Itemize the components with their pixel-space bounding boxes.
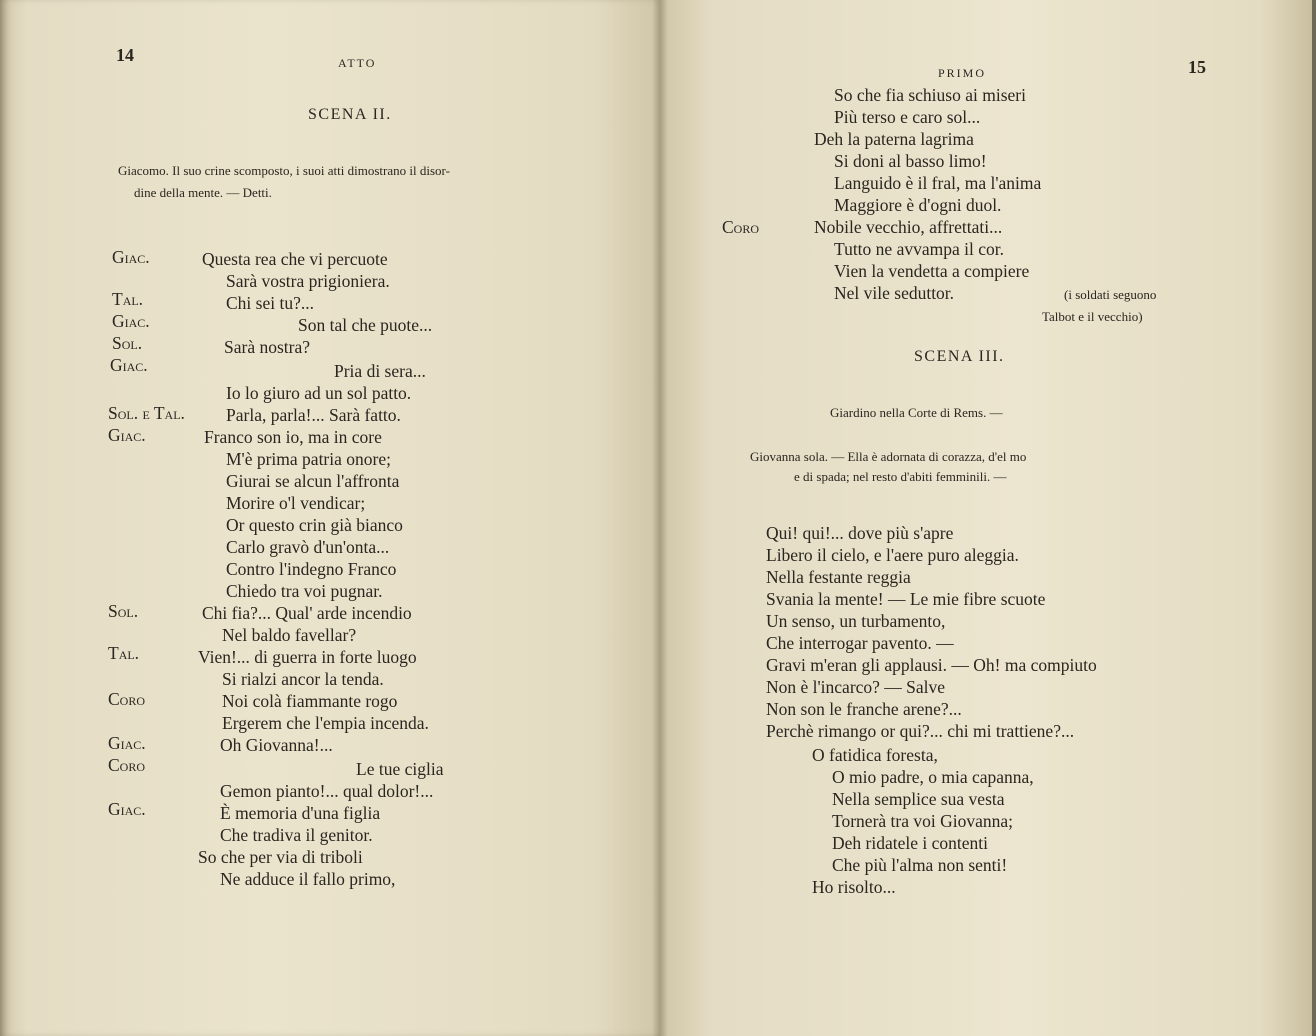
speaker: Tal. bbox=[108, 643, 140, 663]
speaker: Giac. bbox=[110, 355, 148, 375]
verse-line: Pria di sera... bbox=[334, 361, 426, 381]
scene-title: SCENA II. bbox=[308, 106, 392, 123]
verse-line: Chi sei tu?... bbox=[226, 293, 314, 313]
verse-line: È memoria d'una figlia bbox=[220, 803, 381, 823]
page-number: 14 bbox=[116, 45, 134, 65]
stage-direction-line: Giovanna sola. — Ella è adornata di corazza, d'el mo bbox=[750, 449, 1027, 464]
verse-line: Or questo crin già bianco bbox=[226, 515, 403, 535]
exit-direction-line: (i soldati seguono bbox=[1064, 287, 1157, 302]
verse-line: Nel baldo favellar? bbox=[222, 625, 357, 645]
verse-line: Svania la mente! — Le mie fibre scuote bbox=[766, 589, 1046, 609]
verse-line: M'è prima patria onore; bbox=[226, 449, 391, 469]
verse-line: Oh Giovanna!... bbox=[220, 735, 333, 755]
speaker: Sol. bbox=[112, 333, 143, 353]
verse-line: Gravi m'eran gli applausi. — Oh! ma compiuto bbox=[766, 655, 1097, 675]
verse-line: Contro l'indegno Franco bbox=[226, 559, 397, 579]
verse-line: Libero il cielo, e l'aere puro aleggia. bbox=[766, 545, 1019, 565]
verse-line: Questa rea che vi percuote bbox=[202, 249, 388, 269]
verse-line: So che per via di triboli bbox=[198, 847, 363, 867]
scene-setting: Giardino nella Corte di Rems. — bbox=[830, 405, 1003, 420]
verse-line: Qui! qui!... dove più s'apre bbox=[766, 523, 954, 543]
verse-line: Chiedo tra voi pugnar. bbox=[226, 581, 383, 601]
verse-line: Gemon pianto!... qual dolor!... bbox=[220, 781, 434, 801]
exit-direction-line: Talbot e il vecchio) bbox=[1042, 309, 1143, 324]
verse-line: Sarà vostra prigioniera. bbox=[226, 271, 390, 291]
verse-line: Carlo gravò d'un'onta... bbox=[226, 537, 390, 557]
verse-line: Deh la paterna lagrima bbox=[814, 129, 974, 149]
book-gutter bbox=[652, 0, 668, 1036]
verse-line: Nella festante reggia bbox=[766, 567, 911, 587]
verse-line: Che tradiva il genitor. bbox=[220, 825, 373, 845]
verse-line: Un senso, un turbamento, bbox=[766, 611, 946, 631]
stage-direction-line: Giacomo. Il suo crine scomposto, i suoi atti dimostrano il disor- bbox=[118, 163, 450, 178]
verse-line: Più terso e caro sol... bbox=[834, 107, 981, 127]
speaker: Coro bbox=[108, 689, 146, 709]
verse-line: Ne adduce il fallo primo, bbox=[220, 869, 396, 889]
verse-line: Maggiore è d'ogni duol. bbox=[834, 195, 1002, 215]
verse-line: O fatidica foresta, bbox=[812, 745, 938, 765]
speaker: Sol. bbox=[108, 601, 139, 621]
speaker: Coro bbox=[108, 755, 146, 775]
stage-direction-line: e di spada; nel resto d'abiti femminili. — bbox=[794, 469, 1007, 484]
verse-line: Deh ridatele i contenti bbox=[832, 833, 988, 853]
verse-line: O mio padre, o mia capanna, bbox=[832, 767, 1034, 787]
verse-line: Che interrogar pavento. — bbox=[766, 633, 954, 653]
verse-line: Si doni al basso limo! bbox=[834, 151, 987, 171]
verse-line: Chi fia?... Qual' arde incendio bbox=[202, 603, 412, 623]
speaker: Tal. bbox=[112, 289, 144, 309]
verse-line: Tornerà tra voi Giovanna; bbox=[832, 811, 1013, 831]
page-number: 15 bbox=[1188, 57, 1206, 77]
verse-line: Io lo giuro ad un sol patto. bbox=[226, 383, 412, 403]
verse-line: Nella semplice sua vesta bbox=[832, 789, 1005, 809]
verse-line: Nobile vecchio, affrettati... bbox=[814, 217, 1003, 237]
verse-line: Che più l'alma non senti! bbox=[832, 855, 1008, 875]
speaker: Giac. bbox=[108, 799, 146, 819]
verse-line: Ho risolto... bbox=[812, 877, 896, 897]
verse-line: Languido è il fral, ma l'anima bbox=[834, 173, 1042, 193]
verse-line: Vien la vendetta a compiere bbox=[834, 261, 1030, 281]
speaker: Sol. e Tal. bbox=[108, 403, 185, 423]
verse-line: Morire o'l vendicar; bbox=[226, 493, 366, 513]
speaker: Giac. bbox=[112, 311, 150, 331]
verse-line: Ergerem che l'empia incenda. bbox=[222, 713, 429, 733]
running-head: ATTO bbox=[338, 56, 377, 70]
verse-line: Giurai se alcun l'affronta bbox=[226, 471, 400, 491]
verse-line: Noi colà fiammante rogo bbox=[222, 691, 398, 711]
speaker: Coro bbox=[722, 217, 760, 237]
verse-line: So che fia schiuso ai miseri bbox=[834, 85, 1026, 105]
verse-line: Nel vile seduttor. bbox=[834, 283, 955, 303]
verse-line: Franco son io, ma in core bbox=[204, 427, 382, 447]
verse-line: Son tal che puote... bbox=[298, 315, 433, 335]
verse-line: Perchè rimango or qui?... chi mi trattiene?... bbox=[766, 721, 1075, 741]
verse-line: Tutto ne avvampa il cor. bbox=[834, 239, 1004, 259]
verse-line: Vien!... di guerra in forte luogo bbox=[198, 647, 417, 667]
speaker: Giac. bbox=[108, 733, 146, 753]
verse-line: Non è l'incarco? — Salve bbox=[766, 677, 946, 697]
verse-line: Le tue ciglia bbox=[356, 759, 444, 779]
stage-direction-line: dine della mente. — Detti. bbox=[134, 185, 272, 200]
right-page bbox=[660, 0, 1312, 1036]
verse-line: Sarà nostra? bbox=[224, 337, 311, 357]
verse-line: Si rialzi ancor la tenda. bbox=[222, 669, 384, 689]
running-head: PRIMO bbox=[938, 66, 987, 80]
verse-line: Parla, parla!... Sarà fatto. bbox=[226, 405, 401, 425]
speaker: Giac. bbox=[112, 247, 150, 267]
speaker: Giac. bbox=[108, 425, 146, 445]
scene-title: SCENA III. bbox=[914, 348, 1005, 365]
verse-line: Non son le franche arene?... bbox=[766, 699, 962, 719]
